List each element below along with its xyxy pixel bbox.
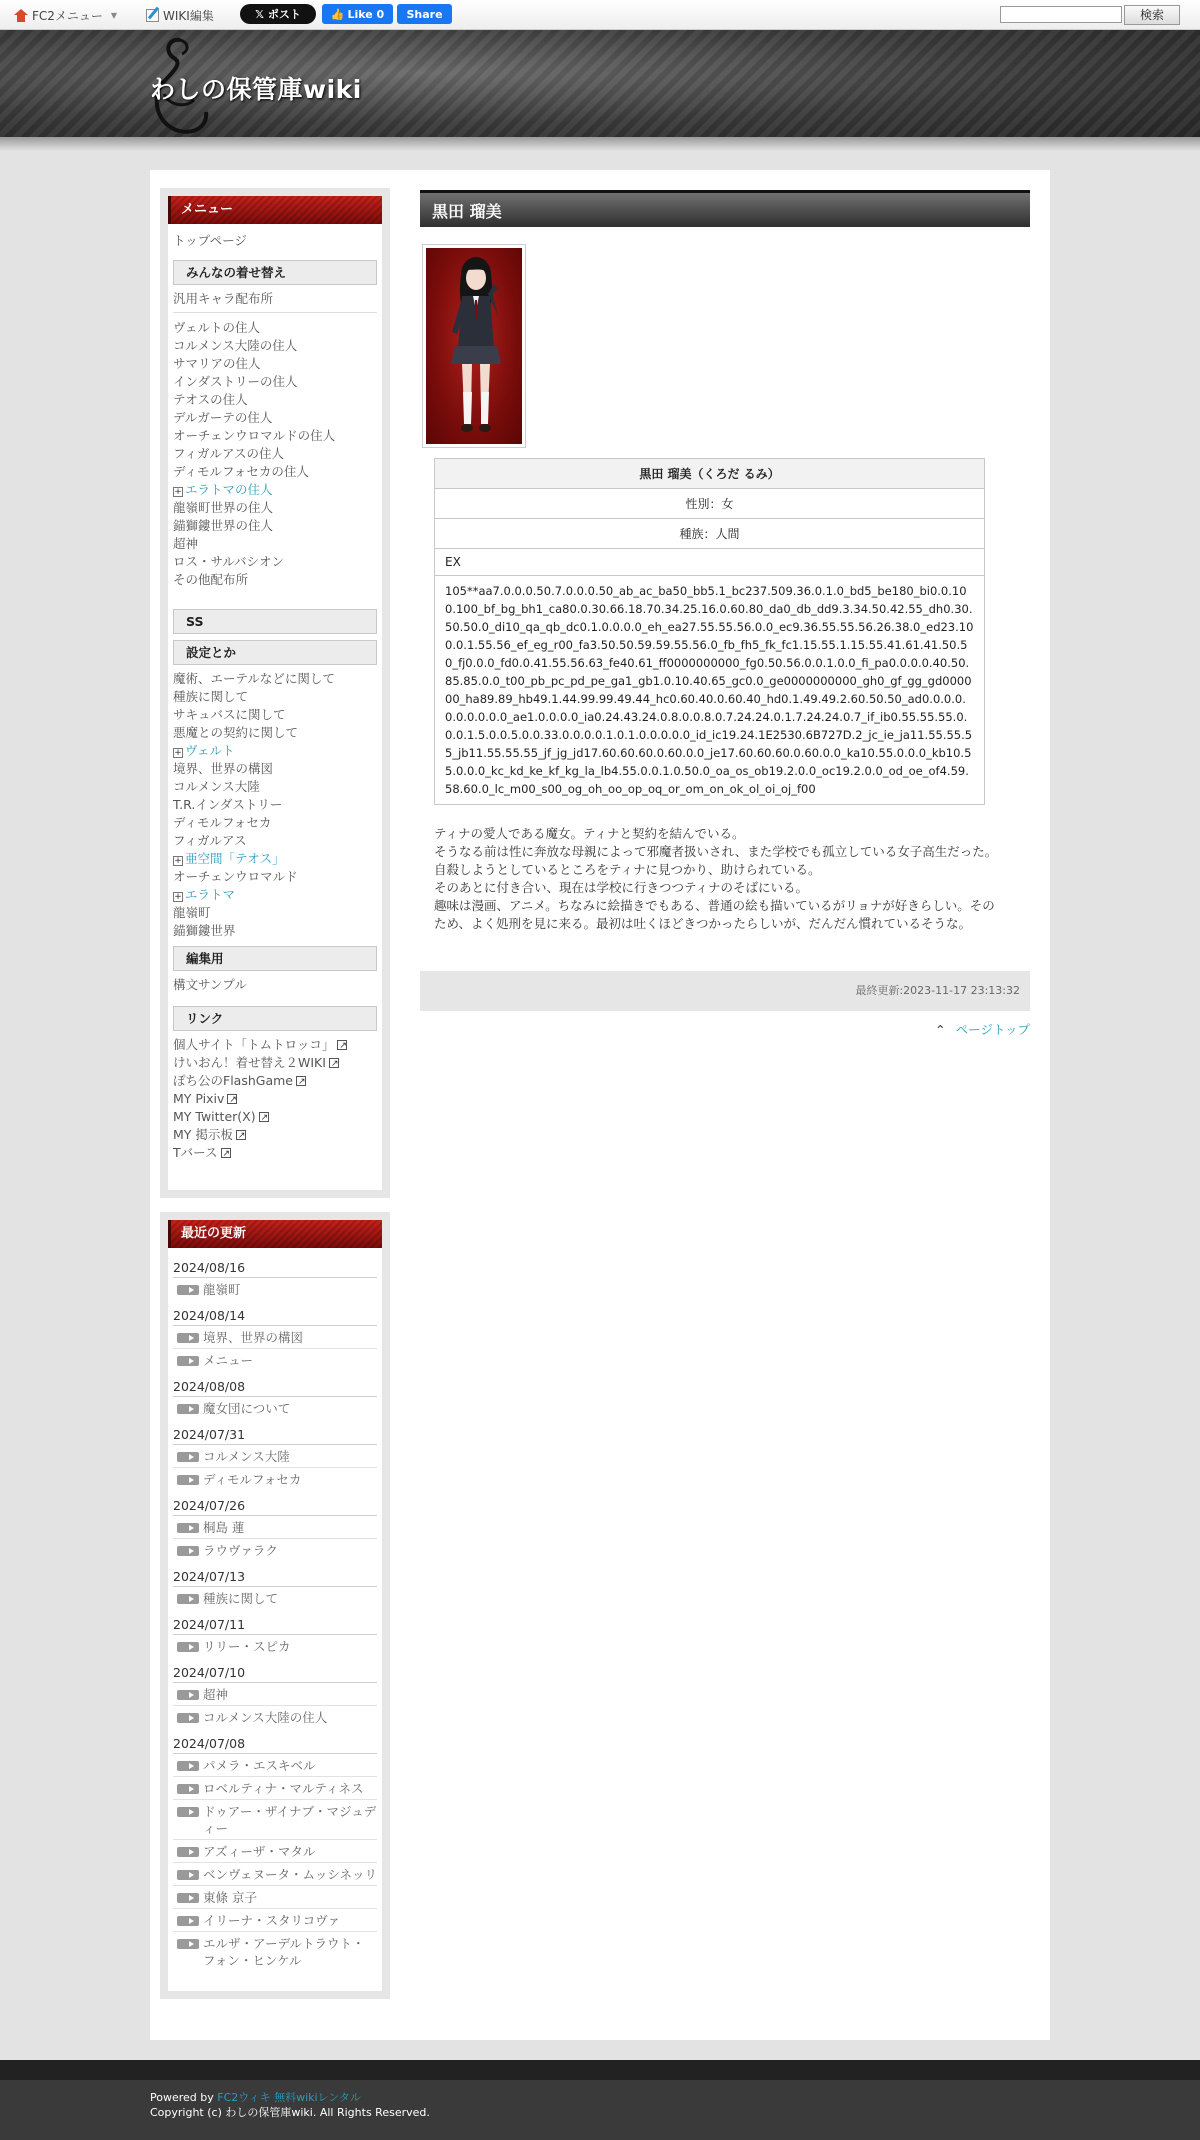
page-arrow-icon (177, 1523, 199, 1533)
page-arrow-icon (177, 1475, 199, 1485)
recent-item-label: イリーナ・スタリコヴァ (203, 1913, 341, 1928)
recent-date: 2024/07/10 (173, 1665, 246, 1680)
page-arrow-icon (177, 1893, 199, 1903)
recent-item[interactable] (173, 1908, 377, 1931)
ex-cell: EX (435, 549, 985, 576)
menu-link-label: その他配布所 (173, 572, 249, 587)
menu-link-label: 魔術、エーテルなどに関して (173, 671, 335, 686)
menu-section-heading: みんなの着せ替え (173, 260, 377, 285)
page-top-link[interactable] (420, 1020, 1030, 1038)
page-arrow-icon (177, 1713, 199, 1723)
page-arrow-icon (177, 1333, 199, 1343)
menu-link-label: サキュバスに関して (173, 707, 286, 722)
recent-item-label: 龍嶺町 (203, 1282, 241, 1297)
race-cell: 種族：人間 (435, 519, 985, 549)
recent-item-label: メニュー (203, 1353, 254, 1368)
external-link-icon (236, 1130, 246, 1140)
page-arrow-icon (177, 1546, 199, 1556)
menu-heading: メニュー (168, 196, 382, 224)
recent-list (168, 1634, 382, 1657)
menu-link-label: 境界、世界の構図 (173, 761, 274, 776)
external-link-label: MY 掲示板 (173, 1127, 233, 1142)
character-info-table (434, 458, 985, 805)
main-content (420, 190, 1030, 1038)
recent-item-label: ディモルフォセカ (203, 1472, 302, 1487)
menu-link[interactable] (168, 706, 382, 724)
page-arrow-icon (177, 1594, 199, 1604)
menu-link[interactable] (168, 499, 382, 517)
menu-link-label: オーチェンウロマルドの住人 (173, 428, 336, 443)
menu-link-label: ヴェルト (185, 743, 235, 758)
menu-link-label: フィガルアス (173, 833, 247, 848)
recent-date: 2024/07/31 (173, 1427, 246, 1442)
recent-item-label: ロベルティナ・マルティネス (203, 1781, 364, 1796)
page-arrow-icon (177, 1847, 199, 1857)
recent-updates-heading: 最近の更新 (168, 1220, 382, 1248)
page-arrow-icon (177, 1285, 199, 1295)
menu-link-label: 錨獅鏤世界 (173, 923, 236, 938)
recent-item[interactable] (173, 1885, 377, 1908)
thumbs-up-icon: 👍 (330, 7, 345, 21)
powered-by-label: Powered by (150, 2091, 214, 2104)
menu-link[interactable] (168, 670, 382, 688)
recent-list (168, 1277, 382, 1300)
recent-item[interactable] (173, 1586, 377, 1609)
character-description (434, 825, 1004, 933)
menu-link-label: サマリアの住人 (173, 356, 261, 371)
home-icon (14, 9, 28, 22)
recent-list (168, 1396, 382, 1419)
menu-link-label: テオスの住人 (173, 392, 248, 407)
page-arrow-icon (177, 1870, 199, 1880)
search-button[interactable]: 検索 (1124, 5, 1180, 25)
top-toolbar (0, 0, 1200, 30)
external-link[interactable] (168, 1144, 382, 1162)
menu-link-label: 悪魔との契約に関して (173, 725, 299, 740)
external-link-label: Tバース (173, 1145, 218, 1160)
page-arrow-icon (177, 1404, 199, 1414)
page-arrow-icon (177, 1356, 199, 1366)
external-link-label: MY Pixiv (173, 1091, 225, 1106)
description-line: ティナの愛人である魔女。ティナと契約を結んでいる。 (434, 826, 745, 841)
menu-link[interactable] (168, 850, 382, 868)
menu-link-label: ディモルフォセカ (173, 815, 272, 830)
copyright: Copyright (c) わしの保管庫wiki. All Rights Reserved. (150, 2106, 430, 2119)
recent-item[interactable] (173, 1931, 377, 1971)
menu-link-label: コルメンス大陸 (173, 779, 260, 794)
sidebar (160, 188, 390, 2013)
menu-link[interactable] (168, 778, 382, 796)
description-line: そのあとに付き合い、現在は学校に行きつつティナのそばにいる。 (434, 880, 809, 895)
menu-section-heading: 設定とか (173, 640, 377, 665)
character-name-cell: 黒田 瑠美（くろだ るみ） (435, 459, 985, 489)
kisekae-code-cell: 105**aa7.0.0.0.50.7.0.0.0.50_ab_ac_ba50_bb5.1_bc237.509.36.0.1.0_bd5_be180_bi0.0.100.100_bf_bg_bh1_ca80.0.30.66.18.70.34.25.16.0.60.80_da0_db_dd9.3.34.50.42.55_dh0.30.50.50.0_di10_qa_qb_dc0.1.0.0.0.0_eh_ea27.55.55.56.0.0_ec9.36.55.55.56.26.38.0_ed23.100.0.1.55.56_ef_eg_r00_fa3.50.50.59.59.55.56.0_fb_fh5_fk_fc1.15.55.1.15.55.41.61.41.50.50_fj0.0.0_fd0.0.41.55.56.63_fe40.61_ff0000000000_fg0.50.56.0.0.1.0.0_fi_pa0.0.0.0.40.50.85.85.0.0_t00_pb_pc_pd_pe_ga1_gb1.0.10.40.65_gc0.0_ge0000000000_gh0_gf_gg_gd000000_ha89.89_hb49.1.44.99.99.49.44_hc0.60.40.0.60.40_hd0.1.49.49.2.60.50.50_ad0.0.0.0.0.0.0.0.0.0_ae1.0.0.0.0_ia0.24.43.24.0.8.0.0.8.0.7.24.24.0.1.7.24.24.0.7_if_ib0.55.55.55.0.0.0.1.5.0.0.5.0.0.33.0.0.0.0.1.0.1.0.0.0.0.0_id_ic19.24.1E2530.6B727D.2_jc_ie_ja11.55.55.55_jb11.55.55.55_jf_jg_jd17.60.60.60.0.60.0.0_je17.60.60.60.0.60.0.0_ka10.55.0.0.0_kb10.55.0.0.0_kc_kd_ke_kf_kg_la_lb4.55.0.0.1.0.50.0_oa_os_ob19.2.0.0_oc19.2.0.0_od_oe_of4.59.58.60.0_lc_m00_s00_og_oh_oo_op_oq_or_om_on_ok_ol_oi_oj_f00 (435, 576, 985, 805)
recent-item[interactable] (173, 1325, 377, 1348)
menu-link-top-page[interactable]: トップページ (173, 233, 247, 248)
character-figure (426, 248, 522, 444)
recent-list (168, 1586, 382, 1609)
page-arrow-icon (177, 1761, 199, 1771)
recent-item[interactable] (173, 1839, 377, 1862)
menu-link[interactable] (168, 868, 382, 886)
menu-section-heading: 編集用 (173, 946, 377, 971)
recent-date: 2024/08/08 (173, 1379, 246, 1394)
menu-link-label: 亜空間「テオス」 (185, 851, 285, 866)
page-arrow-icon (177, 1690, 199, 1700)
menu-link[interactable] (168, 391, 382, 409)
external-link-icon (221, 1148, 231, 1158)
menu-link-label: 龍嶺町 (173, 905, 211, 920)
recent-item-label: ベンヴェヌータ・ムッシネッリ (203, 1867, 378, 1882)
external-link-label: ぽち公のFlashGame (173, 1073, 293, 1088)
facebook-share-button[interactable]: Share (397, 4, 452, 24)
recent-item-label: ドゥアー・ザイナブ・マジュディー (203, 1804, 377, 1836)
expand-plus-icon[interactable]: + (174, 748, 182, 758)
external-link[interactable] (168, 1072, 382, 1090)
external-link-label: MY Twitter(X) (173, 1109, 256, 1124)
recent-item[interactable] (173, 1682, 377, 1705)
recent-item[interactable] (173, 1348, 377, 1371)
menu-box (160, 188, 390, 1198)
page-arrow-icon (177, 1642, 199, 1652)
expand-plus-icon[interactable]: + (174, 487, 182, 497)
menu-link[interactable] (168, 796, 382, 814)
recent-item[interactable] (173, 1396, 377, 1419)
recent-item[interactable] (173, 1444, 377, 1467)
recent-date: 2024/07/11 (173, 1617, 246, 1632)
recent-date: 2024/07/08 (173, 1736, 246, 1751)
site-header (0, 30, 1200, 140)
search-input[interactable] (1000, 6, 1122, 23)
footer (0, 2060, 1200, 2140)
external-link[interactable] (168, 1090, 382, 1108)
menu-link[interactable] (168, 463, 382, 481)
recent-list (168, 1325, 382, 1371)
menu-link-label: コルメンス大陸の住人 (173, 338, 298, 353)
recent-item-label: 桐島 蓮 (203, 1520, 245, 1535)
menu-link-label: T.R.インダストリー (173, 797, 283, 812)
external-link[interactable] (168, 1036, 382, 1054)
menu-link-label: デルガーテの住人 (173, 410, 273, 425)
recent-item-label: パメラ・エスキベル (203, 1758, 316, 1773)
fc2-menu[interactable] (14, 7, 117, 24)
menu-link-label: ディモルフォセカの住人 (173, 464, 309, 479)
menu-link[interactable] (168, 904, 382, 922)
recent-item[interactable] (173, 1799, 377, 1839)
menu-link-label: フィガルアスの住人 (173, 446, 285, 461)
recent-item-label: 東條 京子 (203, 1890, 257, 1905)
menu-link-label: インダストリーの住人 (173, 374, 298, 389)
recent-date: 2024/08/16 (173, 1260, 246, 1275)
menu-link-general-chara[interactable]: 汎用キャラ配布所 (173, 291, 274, 306)
menu-link-label: エラトマ (185, 887, 236, 902)
menu-link[interactable] (168, 688, 382, 706)
menu-link[interactable] (168, 760, 382, 778)
page-title: 黒田 瑠美 (420, 190, 1030, 227)
last-updated: 最終更新:2023-11-17 23:13:32 (420, 971, 1030, 1011)
menu-link[interactable] (168, 832, 382, 850)
menu-link-label: ロス・サルバシオン (173, 554, 285, 569)
recent-item-label: アズィーザ・マタル (203, 1844, 316, 1859)
x-post-button[interactable]: 𝕏 ポスト (240, 4, 316, 24)
recent-list (168, 1444, 382, 1490)
recent-item-label: 境界、世界の構図 (203, 1330, 304, 1345)
menu-link[interactable] (168, 922, 382, 940)
recent-item[interactable] (173, 1862, 377, 1885)
expand-plus-icon[interactable]: + (174, 892, 182, 902)
external-link-icon (227, 1094, 237, 1104)
menu-link[interactable] (168, 319, 382, 337)
recent-item[interactable] (173, 1634, 377, 1657)
recent-item-label: ラウヴァラク (203, 1543, 278, 1558)
menu-link[interactable] (168, 886, 382, 904)
recent-item-label: コルメンス大陸 (203, 1449, 290, 1464)
page-top-label: ページトップ (955, 1022, 1030, 1037)
menu-link[interactable] (168, 409, 382, 427)
external-link-label: けいおん！着せ替え２WIKI (173, 1055, 326, 1070)
external-link[interactable] (168, 1108, 382, 1126)
menu-link[interactable] (168, 553, 382, 571)
recent-list (168, 1515, 382, 1561)
recent-list (168, 1753, 382, 1971)
external-link-icon (259, 1112, 269, 1122)
recent-updates-box (160, 1212, 390, 1999)
menu-link-label: 龍嶺町世界の住人 (173, 500, 274, 515)
wiki-edit-link[interactable] (146, 7, 214, 24)
site-title[interactable]: わしの保管庫wiki (150, 75, 362, 104)
external-link-icon (337, 1040, 347, 1050)
menu-link-label: オーチェンウロマルド (173, 869, 298, 884)
description-line: 自殺しようとしているところをティナに見つかり、助けられている。 (434, 862, 821, 877)
fc2-wiki-link[interactable]: FC2ウィキ 無料wikiレンタル (217, 2091, 361, 2104)
page-arrow-icon (177, 1916, 199, 1926)
menu-link-label: エラトマの住人 (185, 482, 273, 497)
menu-link[interactable] (168, 427, 382, 445)
menu-link[interactable] (168, 742, 382, 760)
recent-list (168, 1682, 382, 1728)
recent-item-label: 種族に関して (203, 1591, 279, 1606)
menu-link[interactable] (168, 373, 382, 391)
page-arrow-icon (177, 1939, 199, 1949)
chevron-down-icon: ▼ (110, 11, 118, 20)
description-line: そうなる前は性に奔放な母親によって邪魔者扱いされ、また学校でも孤立している女子高生だった。 (434, 844, 998, 859)
edit-icon (146, 9, 159, 22)
arrow-up-icon: ⌃ (935, 1022, 946, 1037)
menu-link[interactable] (168, 535, 382, 553)
expand-plus-icon[interactable]: + (174, 856, 182, 866)
recent-date: 2024/08/14 (173, 1308, 246, 1323)
menu-link-label: 種族に関して (173, 689, 249, 704)
recent-item[interactable] (173, 1515, 377, 1538)
external-link-icon (296, 1076, 306, 1086)
recent-item[interactable] (173, 1776, 377, 1799)
facebook-like-label: Like 0 (347, 7, 385, 21)
recent-date: 2024/07/26 (173, 1498, 246, 1513)
external-link-label: 個人サイト「トムトロッコ」 (173, 1037, 335, 1052)
recent-item-label: コルメンス大陸の住人 (203, 1710, 328, 1725)
menu-link-label: 錨獅鏤世界の住人 (173, 518, 274, 533)
fc2-menu-label: FC2メニュー (32, 9, 103, 23)
recent-item[interactable] (173, 1753, 377, 1776)
menu-link[interactable] (168, 571, 382, 589)
recent-item[interactable] (173, 1538, 377, 1561)
menu-link[interactable] (168, 724, 382, 742)
recent-date: 2024/07/13 (173, 1569, 246, 1584)
page-container (150, 170, 1050, 2040)
recent-item[interactable] (173, 1467, 377, 1490)
menu-section-heading: リンク (173, 1006, 377, 1031)
menu-link[interactable] (168, 355, 382, 373)
menu-link-sample[interactable]: 構文サンプル (173, 977, 247, 992)
recent-item-label: 超神 (203, 1687, 229, 1702)
menu-link[interactable] (168, 517, 382, 535)
menu-section-heading[interactable]: SS (173, 609, 377, 634)
divider (173, 312, 377, 313)
recent-item[interactable] (173, 1705, 377, 1728)
wiki-edit-label: WIKI編集 (163, 9, 214, 23)
recent-item-label: リリー・スピカ (203, 1639, 291, 1654)
page-arrow-icon (177, 1807, 199, 1817)
recent-item[interactable] (173, 1277, 377, 1300)
menu-link[interactable] (168, 814, 382, 832)
menu-link[interactable] (168, 445, 382, 463)
facebook-like-button[interactable] (322, 4, 393, 24)
menu-link[interactable] (168, 481, 382, 499)
menu-link-label: ヴェルトの住人 (173, 320, 261, 335)
external-link[interactable] (168, 1126, 382, 1144)
description-line: 趣味は漫画、アニメ。ちなみに絵描きでもある、普通の絵も描いているがリョナが好きらしい。そのため、よく処刑を見に来る。最初は吐くほどきつかったらしいが、だんだん慣れているそうな。 (434, 898, 995, 931)
page-arrow-icon (177, 1452, 199, 1462)
external-link[interactable] (168, 1054, 382, 1072)
menu-link-label: 超神 (173, 536, 199, 551)
menu-link[interactable] (168, 337, 382, 355)
recent-item-label: エルザ・アーデルトラウト・フォン・ヒンケル (203, 1936, 365, 1968)
external-link-icon (329, 1058, 339, 1068)
page-arrow-icon (177, 1784, 199, 1794)
recent-item-label: 魔女団について (203, 1401, 291, 1416)
gender-cell: 性別：女 (435, 489, 985, 519)
character-image[interactable] (422, 244, 526, 448)
